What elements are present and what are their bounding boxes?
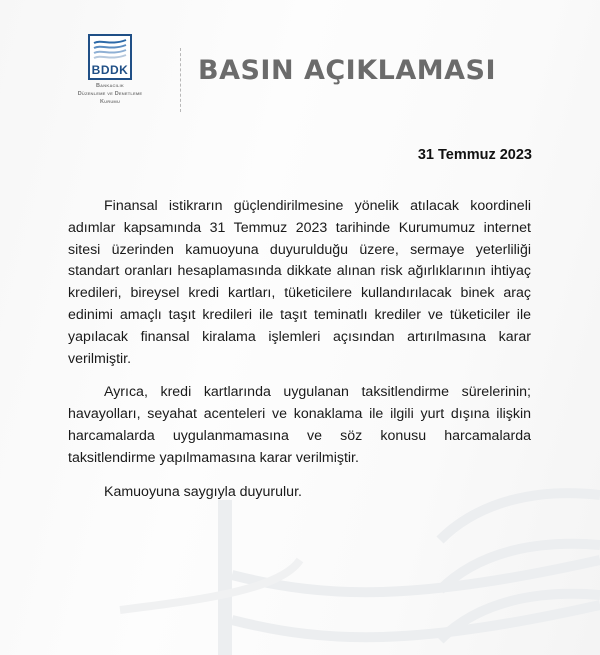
- bddk-logo: [78, 34, 142, 106]
- logo-abbreviation: BDDK: [91, 63, 129, 77]
- release-date: 31 Temmuz 2023: [417, 147, 532, 163]
- waves-icon: [92, 38, 128, 62]
- page-title: BASIN AÇIKLAMASI: [198, 55, 496, 86]
- header-divider: [180, 48, 181, 112]
- paragraph-2: Ayrıca, kredi kartlarında uygulanan taksitlendirme sürelerinin; havayolları, seyahat acenteleri ve konaklama ile ilgili yurt dışına ilişkin harcamalarda uygulanmamasına ve söz konusu harcamalarda taksitlendirme yapılmamasına karar verilmiştir.: [68, 384, 531, 466]
- paragraph-1: Finansal istikrarın güçlendirilmesine yönelik atılacak koordineli adımlar kapsamında 31 Temmuz 2023 tarihinde Kurumumuz internet sitesi üzerinden kamuoyuna duyurulduğu üzere, sermaye yeterliliği standart oranları hesaplamasında dikkate alınan risk ağırlıklarının ihtiyaç kredileri, bireysel kredi kartları, tüketicilere kullandırılacak binek araç edinimi amaçlı taşıt kredileri ile taşıt teminatlı krediler ve tüketiciler ile yapılacak finansal kiralama işlemleri açısından artırılmasına karar verilmiştir.: [68, 198, 531, 367]
- logo-name-line3: Kurumu: [99, 99, 121, 105]
- closing-paragraph: Kamuoyuna saygıyla duyurulur.: [104, 483, 302, 500]
- logo-name-line2: Düzenleme ve Denetleme: [77, 91, 143, 97]
- logo-name-line1: Bankacılık: [96, 83, 124, 89]
- press-release-body: [68, 196, 531, 515]
- logo-emblem: [88, 34, 132, 80]
